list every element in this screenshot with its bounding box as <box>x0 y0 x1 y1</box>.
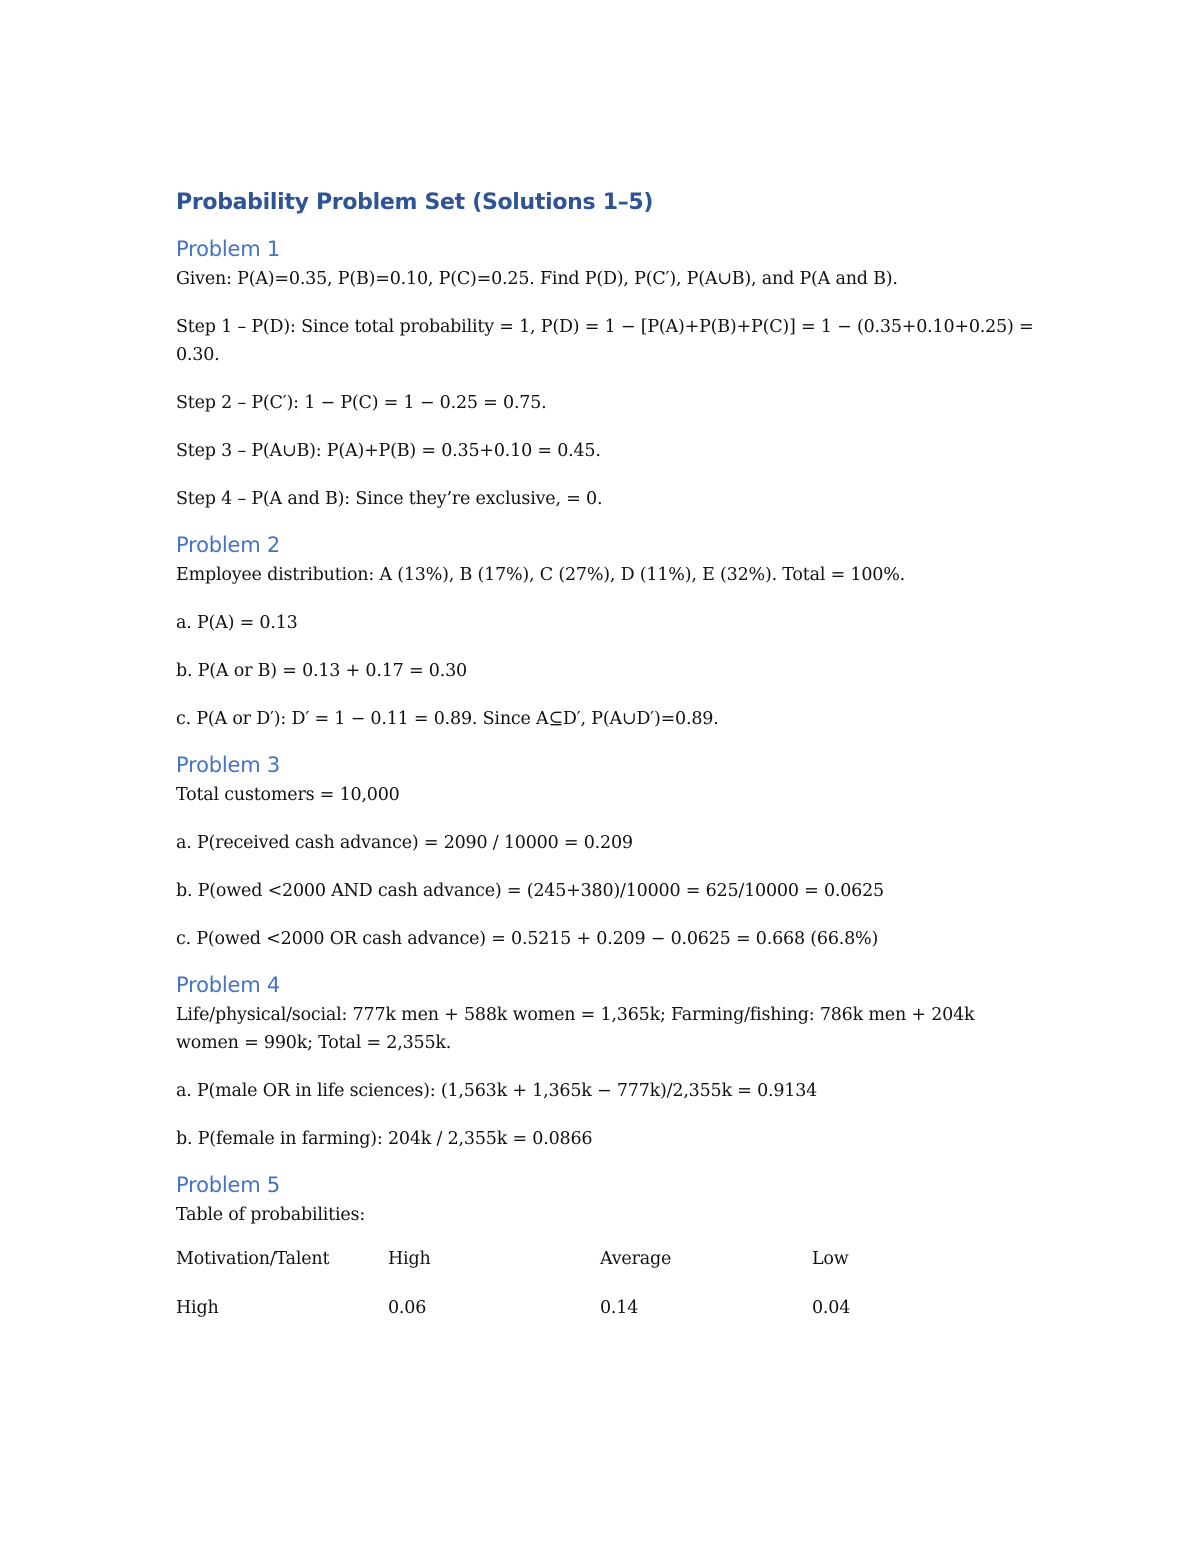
problem-4-heading: Problem 4 <box>176 973 281 997</box>
probability-table <box>176 1249 850 1347</box>
problem-1-section <box>176 237 1036 513</box>
problem-5-intro: Table of probabilities: <box>176 1205 366 1225</box>
problem-2-part-b: b. P(A or B) = 0.13 + 0.17 = 0.30 <box>176 661 467 681</box>
table-header-row <box>176 1249 850 1298</box>
table-row <box>176 1298 850 1347</box>
document-title: Probability Problem Set (Solutions 1–5) <box>176 190 654 215</box>
problem-4-part-b: b. P(female in farming): 204k / 2,355k = 0.0866 <box>176 1129 593 1149</box>
table-header-cell: Low <box>812 1249 849 1269</box>
problem-2-heading: Problem 2 <box>176 533 281 557</box>
table-header-cell: High <box>388 1249 431 1269</box>
table-cell: 0.04 <box>812 1298 851 1318</box>
problem-2-part-c: c. P(A or D′): D′ = 1 − 0.11 = 0.89. Since A⊆D′, P(A∪D′)=0.89. <box>176 709 719 729</box>
problem-4-part-a: a. P(male OR in life sciences): (1,563k + 1,365k − 777k)/2,355k = 0.9134 <box>176 1081 818 1101</box>
problem-3-heading: Problem 3 <box>176 753 281 777</box>
problem-1-given: Given: P(A)=0.35, P(B)=0.10, P(C)=0.25. Find P(D), P(C′), P(A∪B), and P(A and B). <box>176 269 898 289</box>
problem-3-part-c: c. P(owed <2000 OR cash advance) = 0.5215 + 0.209 − 0.0625 = 0.668 (66.8%) <box>176 929 879 949</box>
problem-2-section <box>176 533 1036 733</box>
problem-1-step-2: Step 2 – P(C′): 1 − P(C) = 1 − 0.25 = 0.75. <box>176 393 547 413</box>
problem-1-step-3: Step 3 – P(A∪B): P(A)+P(B) = 0.35+0.10 = 0.45. <box>176 441 601 461</box>
table-cell: 0.06 <box>388 1298 427 1318</box>
problem-1-step-4: Step 4 – P(A and B): Since they’re exclusive, = 0. <box>176 489 603 509</box>
problem-3-part-a: a. P(received cash advance) = 2090 / 10000 = 0.209 <box>176 833 633 853</box>
problem-5-heading: Problem 5 <box>176 1173 281 1197</box>
problem-3-section <box>176 753 1036 953</box>
table-cell: 0.14 <box>600 1298 639 1318</box>
problem-1-step-1: Step 1 – P(D): Since total probability = 1, P(D) = 1 − [P(A)+P(B)+P(C)] = 1 − (0.35+0.10+0.25) = 0.30. <box>176 317 1034 365</box>
problem-4-section <box>176 973 1036 1153</box>
problem-2-intro: Employee distribution: A (13%), B (17%), C (27%), D (11%), E (32%). Total = 100%. <box>176 565 905 585</box>
problem-3-part-b: b. P(owed <2000 AND cash advance) = (245+380)/10000 = 625/10000 = 0.0625 <box>176 881 884 901</box>
problem-2-part-a: a. P(A) = 0.13 <box>176 613 298 633</box>
table-cell: High <box>176 1298 219 1318</box>
problem-3-intro: Total customers = 10,000 <box>176 785 400 805</box>
problem-1-heading: Problem 1 <box>176 237 281 261</box>
problem-4-intro: Life/physical/social: 777k men + 588k women = 1,365k; Farming/fishing: 786k men + 204k women = 990k; Total = 2,355k. <box>176 1005 975 1053</box>
table-header-cell: Motivation/Talent <box>176 1249 330 1269</box>
table-header-cell: Average <box>600 1249 672 1269</box>
problem-5-section <box>176 1173 1036 1347</box>
document-page <box>176 190 1036 1347</box>
